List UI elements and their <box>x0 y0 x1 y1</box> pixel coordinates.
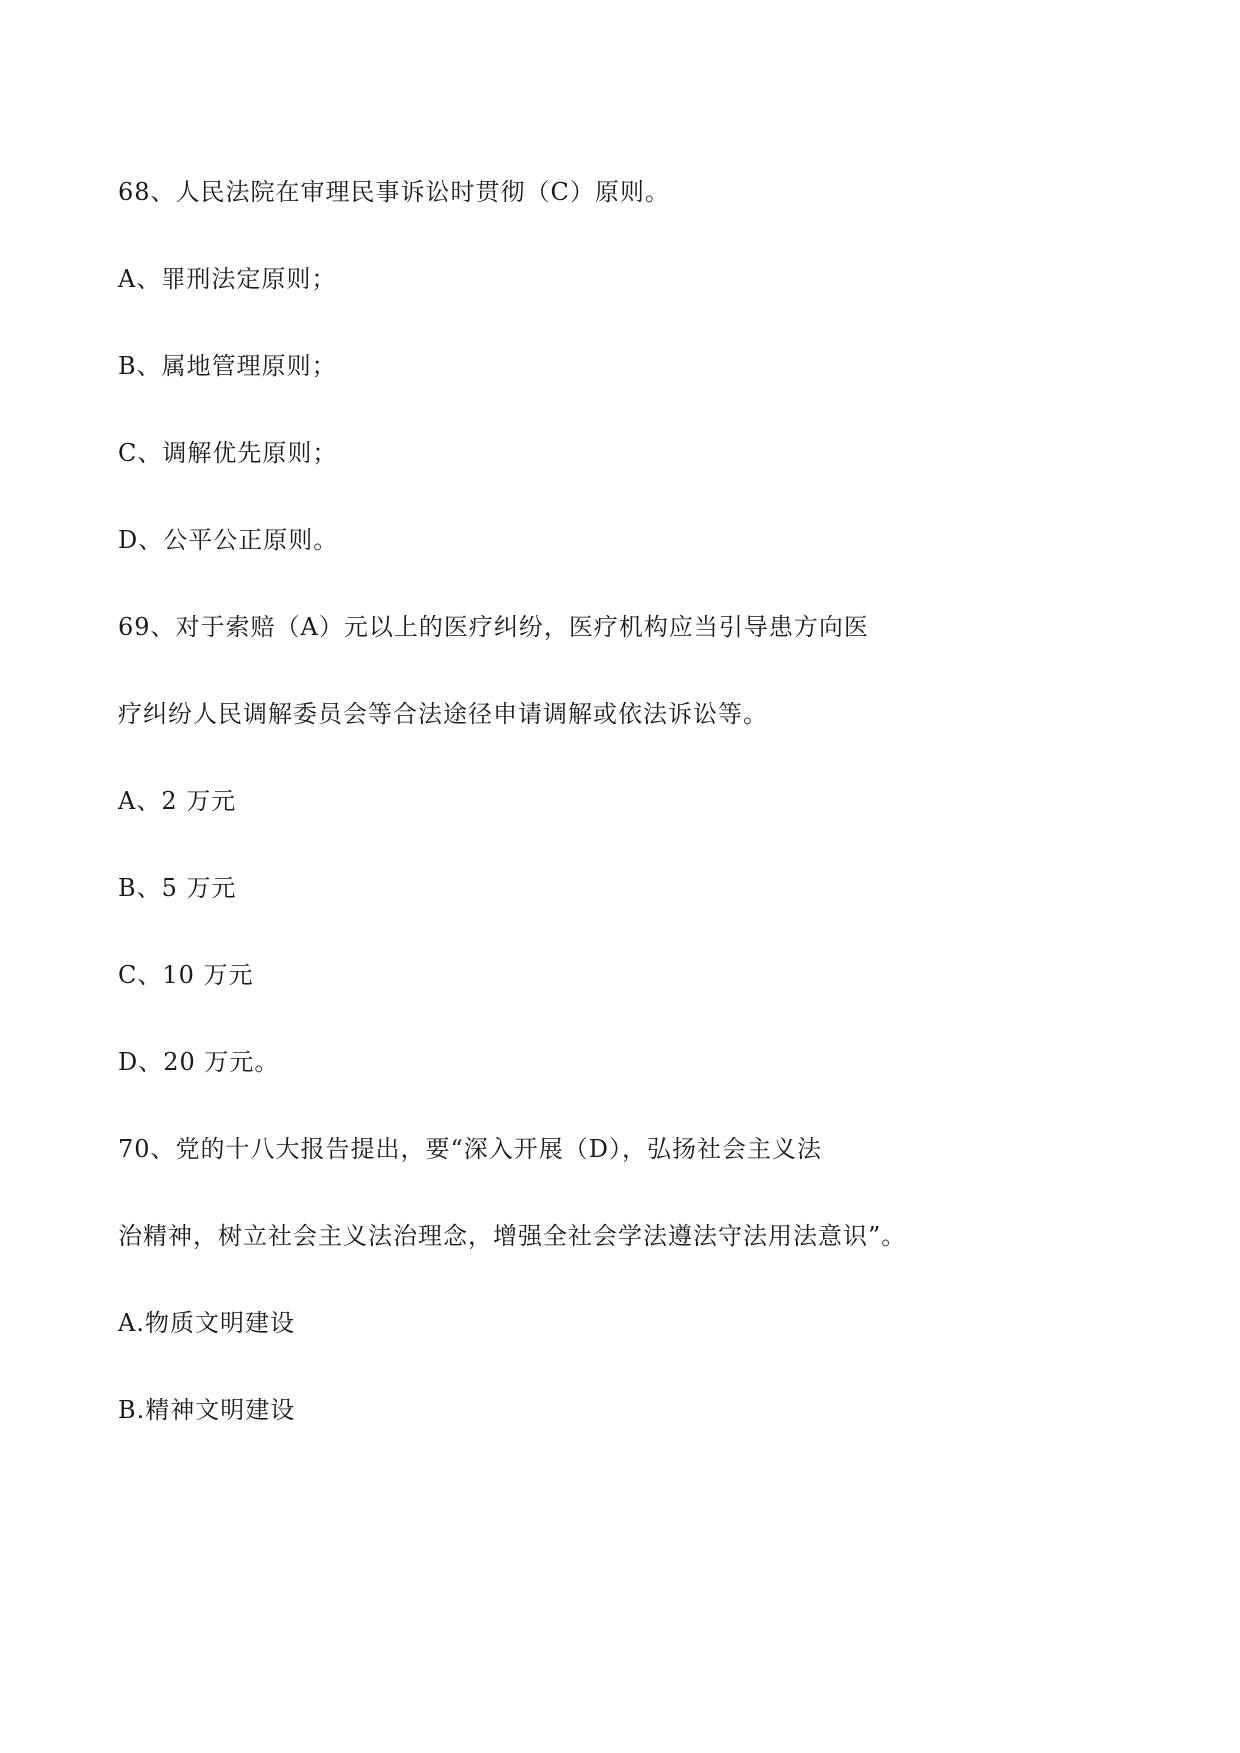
question-69-option-b: B、5 万元 <box>118 874 237 902</box>
question-69-option-a: A、2 万元 <box>118 787 237 815</box>
question-68-option-a: A、罪刑法定原则； <box>118 265 337 293</box>
question-70-stem-line-2: 治精神，树立社会主义法治理念，增强全社会学法遵法守法用法意识”。 <box>118 1222 907 1250</box>
question-68-stem: 68、人民法院在审理民事诉讼时贯彻（C）原则。 <box>118 178 670 206</box>
question-69-stem-line-2: 疗纠纷人民调解委员会等合法途径申请调解或依法诉讼等。 <box>118 700 768 728</box>
question-70-option-b: B.精神文明建设 <box>118 1396 296 1424</box>
question-68-option-c: C、调解优先原则； <box>118 439 338 467</box>
question-69-stem-line-1: 69、对于索赔（A）元以上的医疗纠纷，医疗机构应当引导患方向医 <box>118 613 869 641</box>
question-68-option-b: B、属地管理原则； <box>118 352 337 380</box>
question-70-option-a: A.物质文明建设 <box>118 1309 295 1337</box>
question-69-option-c: C、10 万元 <box>118 961 254 989</box>
question-70-stem-line-1: 70、党的十八大报告提出，要“深入开展（D），弘扬社会主义法 <box>118 1135 823 1163</box>
question-68-option-d: D、公平公正原则。 <box>118 526 339 554</box>
question-69-option-d: D、20 万元。 <box>118 1048 280 1076</box>
